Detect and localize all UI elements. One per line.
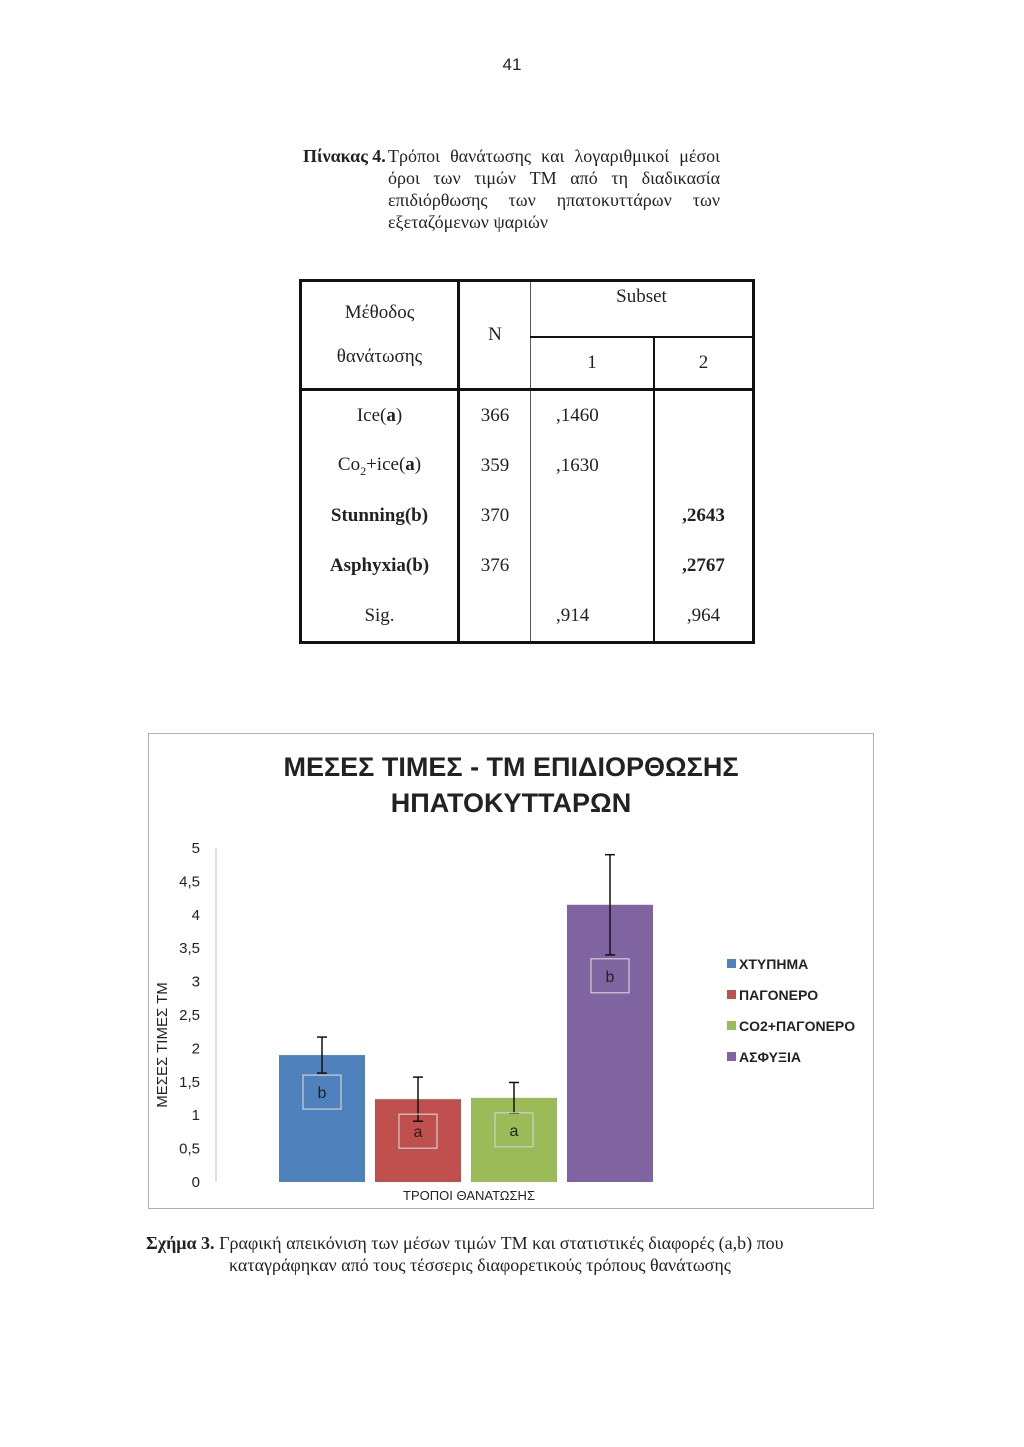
subset-1-cell <box>531 491 655 541</box>
table-caption-label: Πίνακας 4. <box>303 146 386 166</box>
group-label: a <box>509 1122 519 1140</box>
subset-2-cell <box>654 390 754 442</box>
legend-label: ΠΑΓΟΝΕΡΟ <box>739 987 819 1003</box>
y-tick-label: 4 <box>191 906 200 924</box>
n-cell: 366 <box>459 390 531 442</box>
y-tick-label: 2,5 <box>179 1007 200 1024</box>
figure-caption-label: Σχήμα 3. <box>146 1233 215 1253</box>
subset-2-cell: ,964 <box>686 605 721 626</box>
n-cell: 359 <box>459 441 531 491</box>
y-tick-label: 0 <box>191 1174 200 1191</box>
subset-2-cell <box>654 441 754 491</box>
figure-caption <box>146 1232 836 1276</box>
subset-1-cell <box>531 541 655 591</box>
n-cell: 370 <box>459 491 531 541</box>
x-axis-label: ΤΡΟΠΟΙ ΘΑΝΑΤΩΣΗΣ <box>403 1188 535 1203</box>
y-axis-label: ΜΕΣΕΣ ΤΙΜΕΣ ΤΜ <box>154 982 171 1108</box>
group-label: a <box>413 1124 423 1142</box>
n-cell <box>459 591 531 643</box>
legend-swatch <box>727 1052 736 1061</box>
bar-chart <box>149 734 873 1208</box>
chart-figure <box>148 733 874 1209</box>
subset-2-cell: ,2643 <box>682 505 725 526</box>
group-label: b <box>317 1085 327 1103</box>
table-row <box>301 591 754 643</box>
legend-label: CO2+ΠΑΓΟΝΕΡΟ <box>739 1018 856 1034</box>
figure-caption-line1: Γραφική απεικόνιση των μέσων τιμών TM και στατιστικές διαφορές (a,b) που <box>219 1233 784 1253</box>
method-header-line2: θανάτωσης <box>336 346 423 367</box>
page-number: 41 <box>502 55 522 74</box>
method-header <box>301 281 459 390</box>
method-cell: Sig. <box>301 591 459 643</box>
bar <box>279 1055 365 1182</box>
subset-2-cell: ,2767 <box>682 555 725 576</box>
legend-label: ΧΤΥΠΗΜΑ <box>739 956 809 972</box>
method-header-line1: Μέθοδος <box>344 302 415 323</box>
legend-swatch <box>727 959 736 968</box>
subset-2-header: 2 <box>654 337 754 390</box>
method-cell: Ice(a) <box>301 390 459 442</box>
n-cell: 376 <box>459 541 531 591</box>
group-label: b <box>605 968 615 986</box>
y-tick-label: 3 <box>191 973 200 991</box>
table-row <box>301 390 754 442</box>
legend-label: ΑΣΦΥΞΙΑ <box>739 1049 801 1065</box>
y-tick-label: 1,5 <box>179 1073 200 1091</box>
y-tick-label: 5 <box>191 840 200 857</box>
y-tick-label: 0,5 <box>179 1140 200 1158</box>
subset-1-cell: ,1460 <box>531 390 655 442</box>
subset-1-cell: ,914 <box>531 591 655 643</box>
method-cell: Stunning(b) <box>301 491 459 541</box>
results-table <box>299 279 755 644</box>
chart-title-line1: ΜΕΣΕΣ ΤΙΜΕΣ - ΤΜ ΕΠΙΔΙΟΡΘΩΣΗΣ <box>283 752 739 782</box>
method-cell: $Co_2+ice(a)$ <box>301 441 459 491</box>
table-caption-text: Τρόποι θανάτωσης και λογαριθμικοί μέσοι όροι των τιμών TM από τη διαδικασία επιδιόρθωσης των ηπατοκυττάρων των εξεταζόμενων ψαριών <box>388 146 720 232</box>
table-row <box>301 491 754 541</box>
y-tick-label: 1 <box>191 1107 200 1125</box>
method-cell: Asphyxia(b) <box>301 541 459 591</box>
figure-caption-line2: καταγράφηκαν από τους τέσσερις διαφορετικούς τρόπους θανάτωσης <box>229 1255 731 1275</box>
y-tick-label: 2 <box>191 1040 200 1058</box>
subset-1-header: 1 <box>531 337 655 390</box>
y-tick-label: 4,5 <box>179 873 200 891</box>
legend-swatch <box>727 1021 736 1030</box>
n-header: N <box>459 281 531 390</box>
subset-1-cell: ,1630 <box>531 441 655 491</box>
table-row <box>301 541 754 591</box>
subset-header: Subset <box>531 281 754 338</box>
chart-title-line2: ΗΠΑΤΟΚΥΤΤΑΡΩΝ <box>390 788 632 818</box>
table-row <box>301 441 754 491</box>
y-tick-label: 3,5 <box>179 940 200 958</box>
legend-swatch <box>727 990 736 999</box>
